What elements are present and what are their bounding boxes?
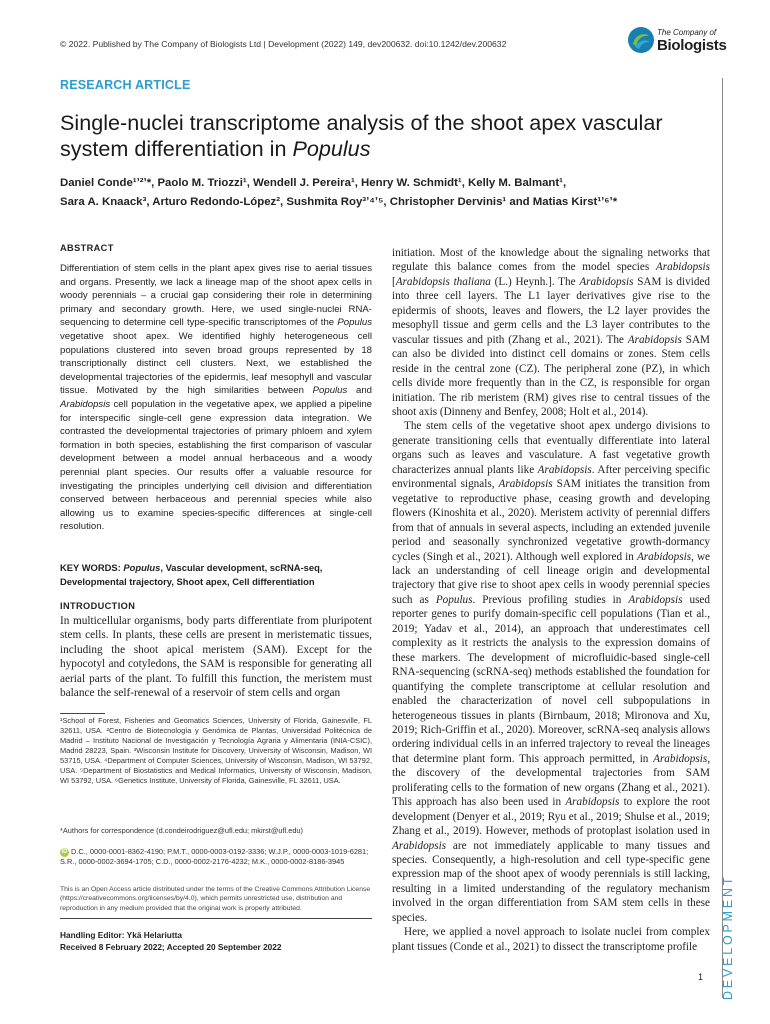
author-list [60, 174, 720, 212]
correspondence[interactable]: *Authors for correspondence (d.condeirodriguez@ufl.edu; mkirst@ufl.edu) [60, 826, 304, 835]
handling-editor: Handling Editor: Ykä Helariutta [60, 930, 183, 940]
license-text: This is an Open Access article distributed under the terms of the Creative Commons Attribution License (https://creativecommons.org/licenses/by/4.0), which permits unrestricted use, distribution and reproduction in any medium provided that the original work is properly attributed. [60, 886, 371, 912]
body-text-right [392, 246, 710, 954]
abstract-text: Differentiation of stem cells in the plant apex gives rise to aerial tissues and organs. Presently, we lack a lineage map of the shoot apex cells in woody perennials – a crucial gap considering their role in determining primary and secondary growth. Here, we used single-nuclei RNA-sequencing to determine cell type-specific transcriptomes of the Populus vegetative shoot apex. We identified highly heterogeneous cell populations clustered into seven broad groups represented by 18 transcriptionally distinct cell clusters. Next, we established the developmental trajectories of the epidermis, leaf mesophyll and vascular tissue. Motivated by the high similarities between Populus and Arabidopsis cell population in the vegetative apex, we applied a pipeline for interspecific single-cell gene expression data integration. We contrasted the developmental trajectories of primary phloem and xylem formation in both species, establishing the first comparison of vascular development between a model annual herbaceous and a woody perennial plant species. Our results offer a valuable resource for investigating the principles underlying cell division and differentiation conserved between herbaceous and perennial species while also allowing us to examine species-specific differences at single-cell resolution. [60, 263, 372, 533]
logo-text-top: The Company of [657, 28, 717, 37]
logo-swirl-icon [627, 26, 655, 54]
logo-text-bottom: Biologists [657, 37, 727, 54]
article-type: RESEARCH ARTICLE [60, 78, 191, 92]
authors-line-1: Daniel Conde¹ʼ²ʼ*, Paolo M. Triozzi¹, Wendell J. Pereira¹, Henry W. Schmidt¹, Kelly M. Balmant¹, [60, 177, 567, 189]
authors-line-2: Sara A. Knaack³, Arturo Redondo-López², Sushmita Roy³ʼ⁴ʼ⁵, Christopher Dervinis¹ and Matias Kirst¹ʼ⁶ʼ* [60, 196, 618, 208]
orcid-list[interactable]: iD D.C., 0000-0001-8362-4190; P.M.T., 0000-0003-0192-3336; W.J.P., 0000-0003-1019-6281; S.R., 0000-0002-3694-1705; C.D., 0000-0002-2176-4232; M.K., 0000-0002-8186-3945 [60, 847, 369, 866]
editor-info [60, 930, 372, 953]
introduction-heading: INTRODUCTION [60, 601, 136, 611]
keywords: KEY WORDS: Populus, Vascular development, scRNA-seq, Developmental trajectory, Shoot apex, Cell differentiation [60, 562, 323, 587]
page-number: 1 [698, 972, 704, 982]
footnote-divider [60, 713, 105, 714]
affiliations: ¹School of Forest, Fisheries and Geomatics Sciences, University of Florida, Gainesville, FL 32611, USA. ²Centro de Biotecnología y Genómica de Plantas, Universidad Politécnica de Madrid – Instituto Nacional de Investigación y Tecnología Agraria y Alimentaria (INIA-CSIC), Madrid 28223, Spain. ³Wisconsin Institute for Discovery, University of Wisconsin, Madison, WI 53715, USA. ⁴Department of Computer Sciences, University of Wisconsin, Madison, WI 53792, USA. ⁵Department of Biostatistics and Medical Informatics, University of Wisconsin, Madison, WI 53792, USA. ⁶Genetics Institute, University of Florida, Gainesville, FL 32611, USA. [60, 716, 372, 785]
editor-divider [60, 918, 372, 919]
abstract-heading: ABSTRACT [60, 243, 114, 253]
sidebar-rule [722, 78, 723, 998]
journal-citation: © 2022. Published by The Company of Biologists Ltd | Development (2022) 149, dev200632. doi:10.1242/dev.200632 [60, 39, 507, 49]
article-title: Single-nuclei transcriptome analysis of the shoot apex vascular system differentiation in Populus [60, 110, 663, 161]
orcid-icon: iD [61, 848, 68, 855]
paragraph: The stem cells of the vegetative shoot apex undergo divisions to generate transitioning cells that eventually differentiate into lateral organs such as leaves and vasculature. A fast vegetative growth characterizes annual plants like Arabidopsis. After perceiving specific environmental signals, Arabidopsis SAM initiates the transition from vegetative to reproductive phase, ceasing growth and developing flowers (Kinoshita et al., 2020). Meristem activity of perennial differs from that of annuals in several aspects, including an extended juvenile period and seasonally synchronized vegetative growth-dormancy cycles (Singh et al., 2021). Although well explored in Arabidopsis, we lack an understanding of cell lineage origin and developmental trajectory that give rise to shoot apex cells in woody perennial species such as Populus. Previous profiling studies in Arabidopsis used reporter genes to purify domain-specific cell populations (Tian et al., 2019; Yadav et al., 2014), an approach that underestimates cell complexity as it restricts the analysis to the expression domains of these markers. The development of microfluidic-based single-cell RNA-sequencing (scRNA-seq) methods established the foundation for quantifying the complete transcriptome at cellular resolution and enabled the characterization of novel cell subpopulations in heterogeneous tissues in plants (Birnbaum, 2018; Mironova and Xu, 2019; Rich-Griffin et al., 2020). Moreover, scRNA-seq analysis allows ordering individual cells in an inferred trajectory to reveal the lineages that determine plant form. This approach permitted, in Arabidopsis, the discovery of the developmental trajectories from SAM proliferating cells to the formation of new organs (Zhang et al., 2021). This approach has also been used in Arabidopsis to explore the root development (Denyer et al., 2019; Ryu et al., 2019; Shulse et al., 2019; Zhang et al., 2019). However, methods of protoplast isolation used in Arabidopsis are not immediately applicable to many tissues and species. Consequently, a high-resolution and cell type-specific gene expression map of the shoot apex of woody perennials is still lacking, resulting in a limited understanding of the regulatory mechanism involved in the organ differentiation from SAM stem cells in these species. [392, 420, 711, 924]
paragraph: initiation. Most of the knowledge about the signaling networks that regulate this balance comes from the model species Arabidopsis [Arabidopsis thaliana (L.) Heynh.]. The Arabidopsis SAM is divided into three cell layers. The L1 layer derivatives give rise to the epidermis of shoots, leaves and flowers, the L2 layer provides the mesophyll tissue and germ cells and the L3 layer contributes to the vascular tissues and pith (Zhang et al., 2021). The Arabidopsis SAM can also be divided into distinct cell domains or zones. Stem cells reside in the central zone (CZ). The peripheral zone (PZ), in which cells divide more frequently than in the CZ, is responsible for organ initiation. The rib meristem (RM) gives rise to central tissues of the shoot axis (Dinneny and Benfey, 2008; Holt et al., 2014). [392, 247, 710, 418]
introduction-text: In multicellular organisms, body parts differentiate from pluripotent stem cells. In plants, these cells are present in meristematic tissues, including the shoot apical meristem (SAM). Except for the hypocotyl and cotyledons, the SAM is responsible for generating all aerial parts of the plant. To fulfill this function, the meristem must balance the self-renewal of a reservoir of stem cells and organ [60, 615, 372, 700]
publisher-logo[interactable] [627, 26, 742, 60]
received-dates: Received 8 February 2022; Accepted 20 September 2022 [60, 941, 282, 952]
section-label: DEVELOPMENT [721, 874, 735, 1000]
paragraph: Here, we applied a novel approach to isolate nuclei from complex plant tissues (Conde et al., 2021) to dissect the transcriptome profile [392, 926, 710, 953]
